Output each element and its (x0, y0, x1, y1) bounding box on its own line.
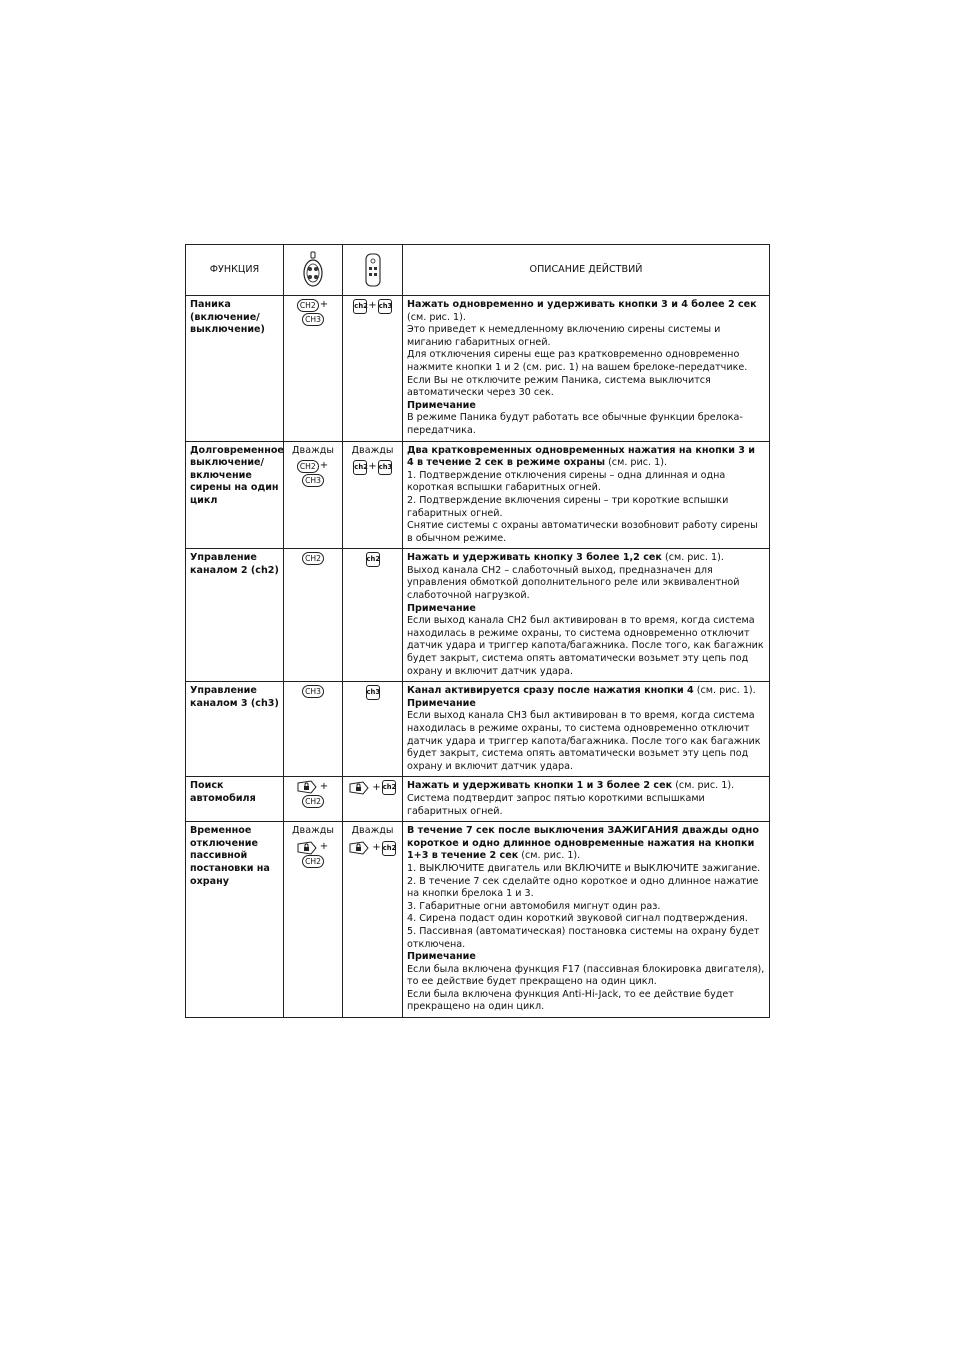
description-text: Система подтвердит запрос пятью короткими вспышками габаритных огней. (407, 792, 705, 817)
description-line (407, 876, 765, 901)
description-cell (403, 296, 770, 442)
button-ch2-icon: ch2 (382, 841, 396, 856)
button-combo (302, 687, 324, 698)
description-line (407, 685, 765, 698)
description-line (407, 565, 765, 603)
twice-label: Дважды (292, 444, 334, 456)
description-line (407, 926, 765, 951)
description-bold: Канал активируется сразу после нажатия кнопки 4 (407, 685, 694, 697)
description-text: (см. рис. 1). (661, 552, 724, 564)
description-bold: Примечание (407, 399, 476, 411)
button-ch2-icon: ch2 (382, 780, 396, 795)
description-text: Если была включена функция F17 (пассивная блокировка двигателя), то ее действие будет прекращено на один цикл. (407, 963, 765, 988)
description-line (407, 324, 765, 349)
plus-sign: + (319, 841, 329, 853)
remote-1-buttons (284, 682, 343, 777)
function-name: Поиск автомобиля (186, 777, 284, 822)
functions-table (185, 244, 770, 1018)
plus-sign: + (319, 299, 329, 311)
button-combo (366, 688, 380, 699)
button-ch2-icon: ch2 (353, 460, 367, 475)
button-combo (297, 843, 329, 868)
header-remote-1 (284, 245, 343, 296)
button-ch3-icon: ch3 (378, 299, 392, 314)
button-combo (366, 555, 380, 566)
description-line (407, 400, 765, 413)
description-bold: Нажать одновременно и удерживать кнопки 3 и 4 более 2 сек (407, 299, 757, 310)
description-text: Если была включена функция Anti-Hi-Jack, то ее действие будет прекращено на один цикл. (407, 988, 734, 1013)
button-ch2-icon: CH2 (302, 855, 324, 868)
button-ch3-icon: CH3 (302, 685, 324, 698)
description-line (407, 825, 765, 863)
description-text: Если выход канала CH3 был активирован в то время, когда система находилась в режиме охраны, то система одновременно отключит датчик удара и триггер капота/багажника. После того как багажник будет закрыт, система опять автоматически возьмет эту цепь под охрану и включит датчик удара. (407, 710, 761, 772)
description-line (407, 698, 765, 711)
button-combo (353, 463, 391, 474)
description-bold: Нажать и удерживать кнопку 3 более 1,2 сек (407, 552, 662, 564)
twice-label: Дважды (351, 825, 394, 837)
description-text: Для отключения сирены еще раз кратковременно одновременно нажмите кнопки 1 и 2 (см. рис. 1) на вашем брелоке-передатчике. Если Вы не отключите режим Паника, система выключится автоматически через 30 сек. (407, 349, 748, 399)
round-keyfob-icon (302, 251, 324, 289)
lock-button-icon (297, 780, 317, 794)
button-ch2-icon: CH2 (297, 460, 319, 473)
description-line (407, 951, 765, 964)
remote-1-buttons (284, 777, 343, 822)
description-bold: Примечание (407, 602, 476, 614)
description-text: (см. рис. 1). (518, 850, 581, 862)
lock-button-icon (297, 841, 317, 855)
description-line (407, 349, 765, 399)
description-cell (403, 682, 770, 777)
table-row (186, 682, 770, 777)
button-ch3-icon: CH3 (302, 474, 324, 487)
description-line (407, 445, 765, 470)
remote-2-buttons (343, 822, 403, 1018)
description-cell (403, 777, 770, 822)
table-row (186, 549, 770, 682)
header-remote-2 (343, 245, 403, 296)
button-combo (349, 783, 395, 794)
description-text: В режиме Паника будут работать все обычные функции брелока-передатчика. (407, 412, 743, 436)
description-line (407, 901, 765, 914)
description-bold: Нажать и удерживать кнопки 1 и 3 более 2 сек (407, 780, 673, 792)
description-line (407, 470, 765, 495)
description-text: (см. рис. 1). (605, 457, 668, 469)
description-line (407, 964, 765, 989)
plus-sign: + (368, 461, 377, 473)
description-text: 2. В течение 7 сек сделайте одно короткое и одно длинное нажатие на кнопки брелока 1 и 3. (407, 875, 759, 900)
description-line (407, 552, 765, 565)
header-function: ФУНКЦИЯ (186, 245, 284, 296)
description-text: Это приведет к немедленному включению сирены системы и миганию габаритных огней. (407, 324, 721, 348)
lock-button-icon (349, 781, 369, 795)
remote-1-buttons (284, 296, 343, 442)
plus-sign: + (319, 460, 329, 472)
button-combo (297, 301, 329, 326)
description-line (407, 913, 765, 926)
lock-button-icon (349, 841, 369, 855)
description-text: (см. рис. 1). (672, 780, 735, 792)
description-line (407, 710, 765, 773)
description-line (407, 412, 765, 437)
description-bold: Примечание (407, 951, 476, 963)
description-bold: Примечание (407, 697, 476, 709)
description-text: Выход канала CH2 – слаботочный выход, предназначен для управления обмоткой дополнительного реле или эквивалентной слаботочной нагрузкой. (407, 564, 740, 602)
description-bold: В течение 7 сек после выключения ЗАЖИГАНИЯ дважды одно короткое и одно длинное одновременные нажатия на кнопки 1+3 в течение 2 сек (407, 825, 759, 862)
button-combo (297, 782, 329, 807)
remote-2-buttons (343, 682, 403, 777)
button-ch2-icon: ch2 (366, 552, 380, 567)
description-text: 3. Габаритные огни автомобиля мигнут один раз. (407, 900, 661, 912)
button-combo (349, 843, 395, 854)
button-ch3-icon: ch3 (378, 460, 392, 475)
button-ch3-icon: ch3 (366, 685, 380, 700)
description-cell (403, 441, 770, 549)
plus-sign: + (372, 781, 381, 793)
description-text: 5. Пассивная (автоматическая) постановка системы на охрану будет отключена. (407, 925, 760, 950)
button-ch3-icon: CH3 (302, 313, 324, 326)
function-name: Временное отключение пассивной постановки на охрану (186, 822, 284, 1018)
description-line (407, 615, 765, 678)
button-combo (302, 554, 324, 565)
table-row (186, 822, 770, 1018)
description-text: Если выход канала CH2 был активирован в то время, когда система находилась в режиме охраны, то система одновременно отключит датчик удара и триггер капота/багажника. После того, как багажник будет закрыт, система опять автоматически возьмет эту цепь под охрану и включит датчик удара. (407, 615, 764, 677)
description-bold: Два кратковременных одновременных нажатия на кнопки 3 и 4 в течение 2 сек в режиме охраны (407, 444, 756, 469)
plus-sign: + (372, 841, 381, 853)
button-ch2-icon: ch2 (353, 299, 367, 314)
description-line (407, 989, 765, 1014)
plus-sign: + (368, 300, 377, 312)
plus-sign: + (319, 781, 329, 793)
description-cell (403, 549, 770, 682)
description-line (407, 520, 765, 545)
header-description: ОПИСАНИЕ ДЕЙСТВИЙ (403, 245, 770, 296)
remote-2-buttons (343, 549, 403, 682)
function-name: Управление каналом 2 (ch2) (186, 549, 284, 682)
twice-label: Дважды (351, 444, 394, 456)
description-text: 1. ВЫКЛЮЧИТЕ двигатель или ВКЛЮЧИТЕ и ВЫКЛЮЧИТЕ зажигание. (407, 862, 761, 874)
remote-1-buttons (284, 822, 343, 1018)
function-name: Паника (включение/ выключение) (186, 296, 284, 442)
description-text: Снятие системы с охраны автоматически возобновит работу сирены в обычном режиме. (407, 520, 758, 544)
remote-1-buttons (284, 441, 343, 549)
remote-2-buttons (343, 777, 403, 822)
description-text: 4. Сирена подаст один короткий звуковой сигнал подтверждения. (407, 913, 748, 925)
button-ch2-icon: CH2 (297, 299, 319, 312)
twice-label: Дважды (292, 825, 334, 837)
description-text: 1. Подтверждение отключения сирены – одна длинная и одна короткая вспышки габаритных огней. (407, 469, 726, 494)
remote-1-buttons (284, 549, 343, 682)
description-line (407, 299, 765, 324)
function-name: Долговременное выключение/включение сирены на один цикл (186, 441, 284, 549)
button-ch2-icon: CH2 (302, 795, 324, 808)
description-cell (403, 822, 770, 1018)
table-header-row (186, 245, 770, 296)
slim-keyfob-icon (364, 253, 382, 287)
button-ch2-icon: CH2 (302, 552, 324, 565)
description-line (407, 495, 765, 520)
description-line (407, 793, 765, 818)
remote-2-buttons (343, 296, 403, 442)
description-text: (см. рис. 1). (407, 311, 466, 323)
function-name: Управление каналом 3 (ch3) (186, 682, 284, 777)
button-combo (353, 302, 391, 313)
description-line (407, 863, 765, 876)
description-line (407, 780, 765, 793)
table-row (186, 296, 770, 442)
description-text: 2. Подтверждение включения сирены – три короткие вспышки габаритных огней. (407, 494, 729, 519)
table-row (186, 441, 770, 549)
remote-2-buttons (343, 441, 403, 549)
button-combo (297, 462, 329, 487)
table-row (186, 777, 770, 822)
description-line (407, 603, 765, 616)
description-text: (см. рис. 1). (693, 685, 756, 697)
